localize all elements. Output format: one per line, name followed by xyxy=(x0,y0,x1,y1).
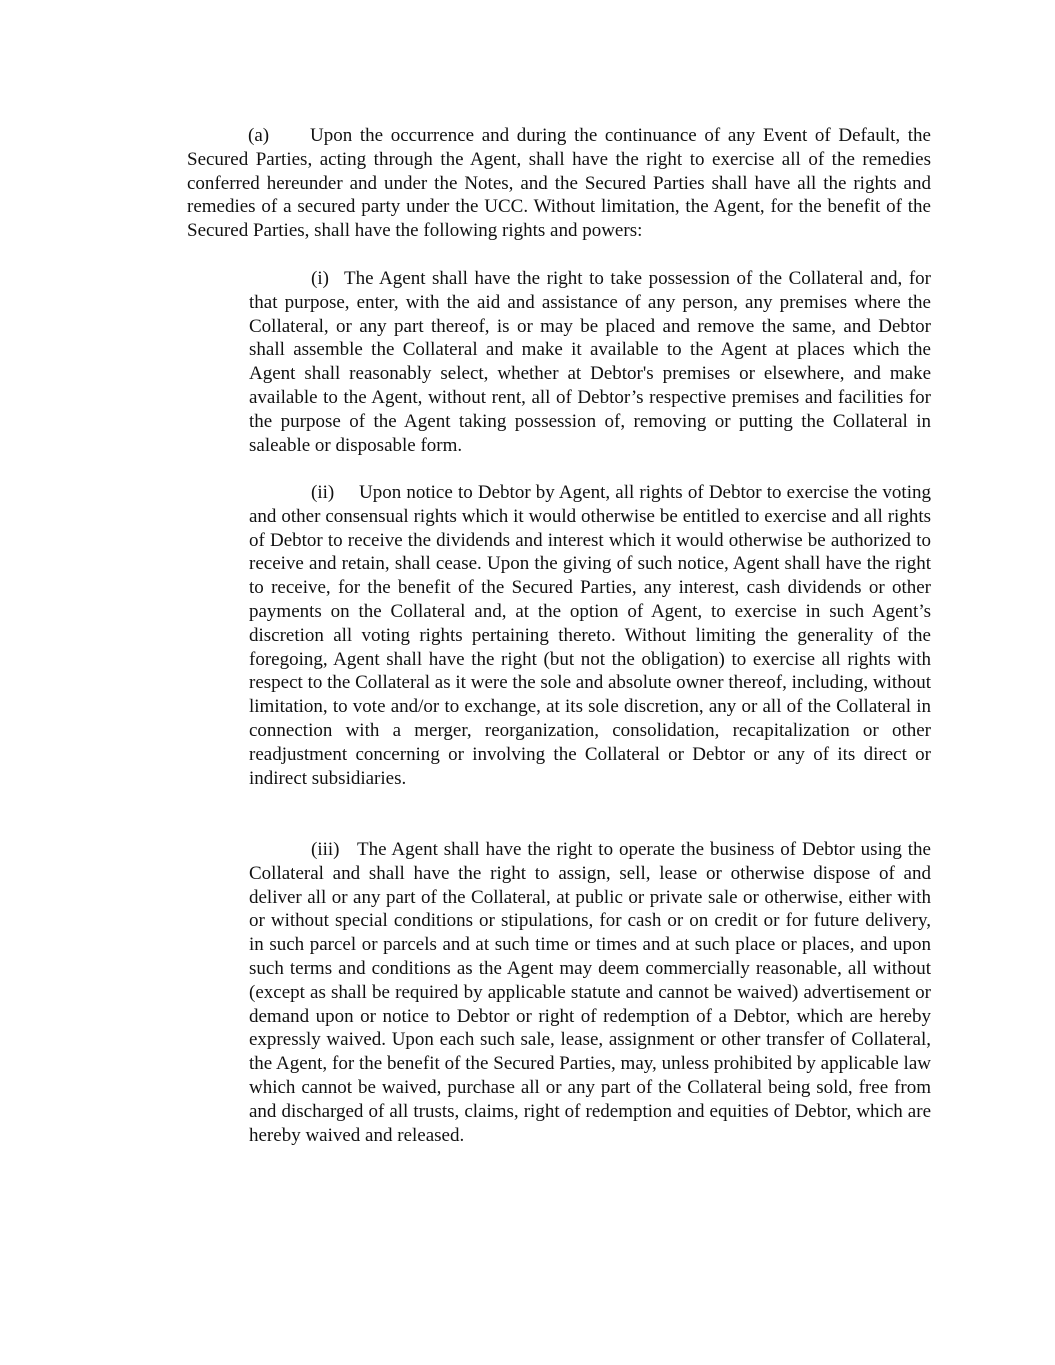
paragraph-a-label: (a) xyxy=(248,125,270,146)
subparagraph-iii-text: The Agent shall have the right to operate the business of Debtor using the Collateral and shall have the right to assign, sell, lease or otherwise dispose of and deliver all or any part of the Collateral, at public or private sale or otherwise, either with or without special conditions or stipulations, for cash or on credit or for future delivery, in such parcel or parcels and at such time or times and at such place or places, and upon such terms and conditions as the Agent may deem commercially reasonable, all without (except as shall be required by applicable statute and cannot be waived) advertisement or demand upon or notice to Debtor or right of redemption of a Debtor, which are hereby expressly waived. Upon each such sale, lease, assignment or other transfer of Collateral, the Agent, for the benefit of the Secured Parties, may, unless prohibited by applicable law which cannot be waived, purchase all or any part of the Collateral being sold, free from and discharged of all trusts, claims, right of redemption and equities of Debtor, which are hereby waived and released. xyxy=(249,839,931,1146)
subparagraph-ii-label: (ii) xyxy=(311,482,335,503)
paragraph-a-text: Upon the occurrence and during the continuance of any Event of Default, the Secured Parties, acting through the Agent, shall have the right to exercise all of the remedies conferred hereunder and under the Notes, and the Secured Parties shall have all the rights and remedies of a secured party under the UCC. Without limitation, the Agent, for the benefit of the Secured Parties, shall have the following rights and powers: xyxy=(187,125,931,242)
subparagraph-iii xyxy=(249,838,931,1147)
paragraph-a xyxy=(187,124,931,243)
subparagraph-i-label: (i) xyxy=(311,268,329,289)
subparagraph-i-text: The Agent shall have the right to take possession of the Collateral and, for that purpose, enter, with the aid and assistance of any person, any premises where the Collateral, or any part thereof, is or may be placed and remove the same, and Debtor shall assemble the Collateral and make it available to the Agent at places which the Agent shall reasonably select, whether at Debtor's premises or elsewhere, and make available to the Agent, without rent, all of Debtor’s respective premises and facilities for the purpose of the Agent taking possession of, removing or putting the Collateral in saleable or disposable form. xyxy=(249,268,931,456)
subparagraph-i xyxy=(249,267,931,457)
subparagraph-iii-label: (iii) xyxy=(311,839,340,860)
subparagraph-ii-text: Upon notice to Debtor by Agent, all rights of Debtor to exercise the voting and other consensual rights which it would otherwise be entitled to exercise and all rights of Debtor to receive the dividends and interest which it would otherwise be authorized to receive and retain, shall cease. Upon the giving of such notice, Agent shall have the right to receive, for the benefit of the Secured Parties, any interest, cash dividends or other payments on the Collateral and, at the option of Agent, to exercise in such Agent’s discretion all voting rights pertaining thereto. Without limiting the generality of the foregoing, Agent shall have the right (but not the obligation) to exercise all rights with respect to the Collateral as it were the sole and absolute owner thereof, including, without limitation, to vote and/or to exchange, at its sole discretion, any or all of the Collateral in connection with a merger, reorganization, consolidation, recapitalization or other readjustment concerning or involving the Collateral or Debtor or any of its direct or indirect subsidiaries. xyxy=(249,482,931,789)
subparagraph-ii xyxy=(249,481,931,790)
